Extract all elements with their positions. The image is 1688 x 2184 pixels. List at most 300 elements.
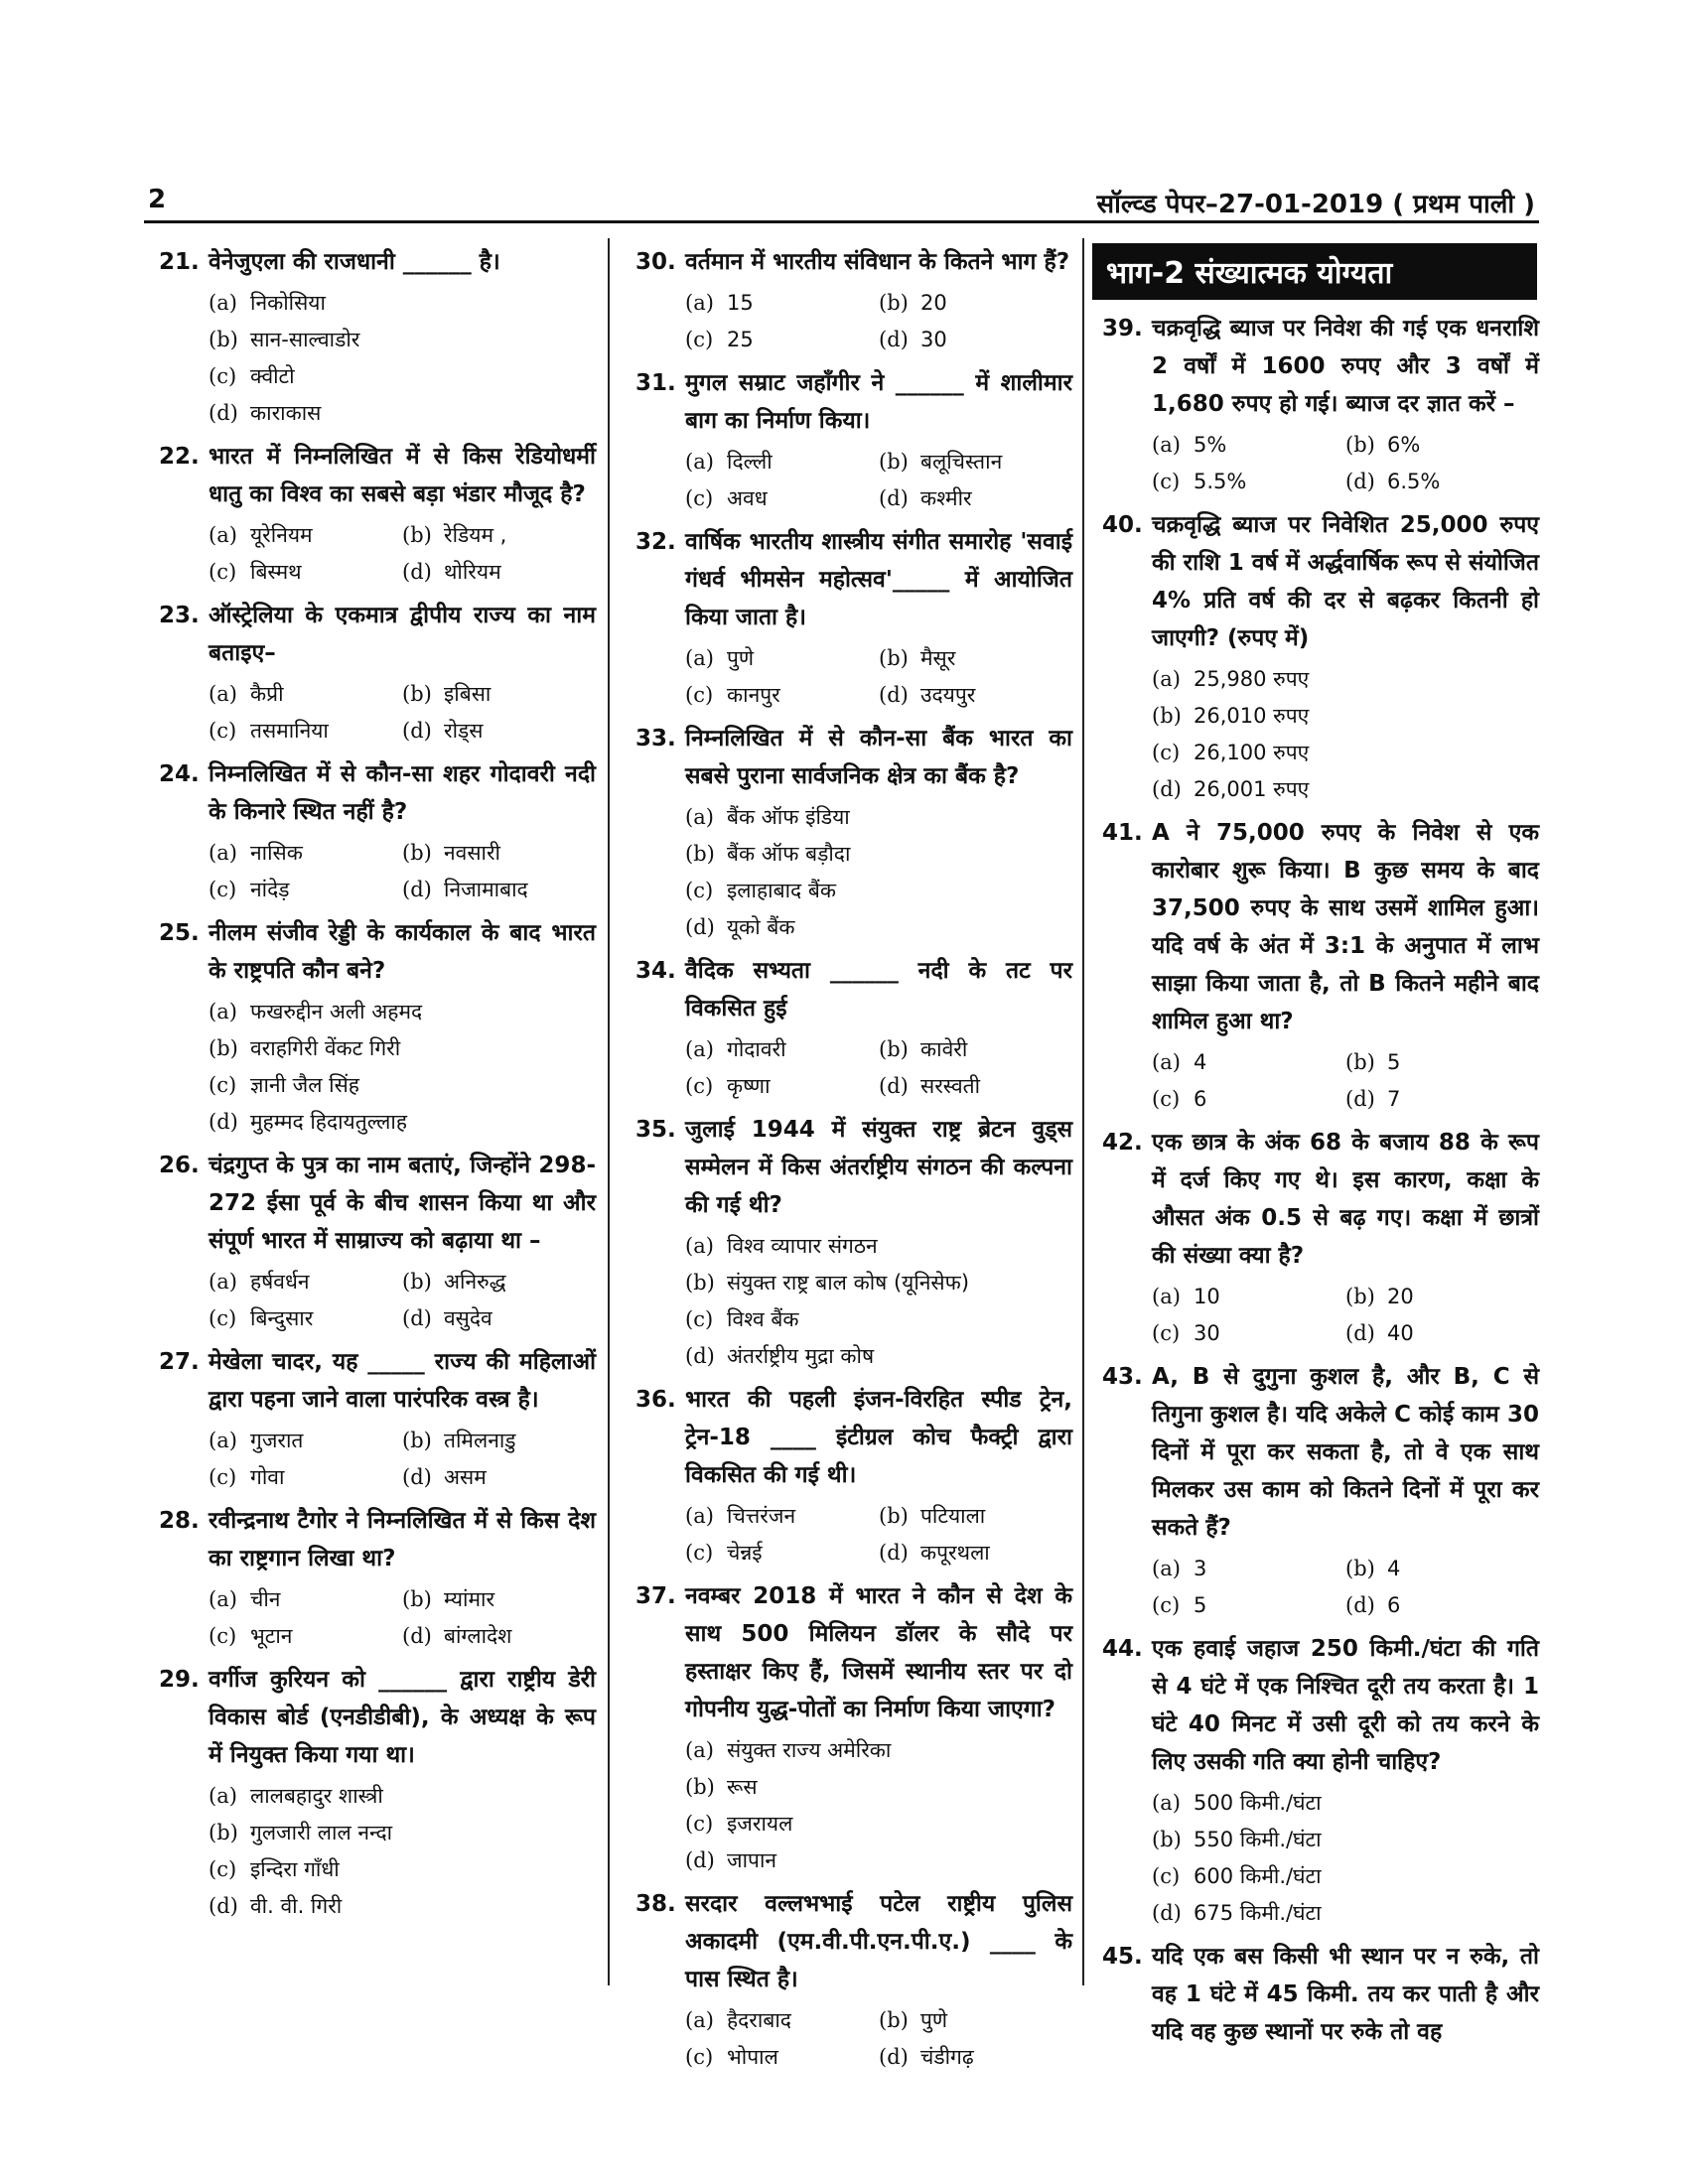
question-number: 43.	[1102, 1364, 1143, 1390]
option-text: 25,980 रुपए	[1194, 667, 1310, 691]
option-label: (d)	[209, 1110, 238, 1134]
question-item	[1102, 1358, 1539, 1624]
question-number: 23.	[159, 603, 200, 628]
question-text: वेनेजुएला की राजधानी ______ है।	[209, 249, 500, 275]
option-label: (a)	[209, 291, 237, 315]
answer-option	[879, 444, 1072, 480]
option-text: 600 किमी./घंटा	[1194, 1864, 1322, 1888]
option-text: म्यांमार	[444, 1587, 495, 1611]
question-item	[635, 364, 1072, 517]
question-number: 34.	[635, 958, 676, 984]
option-text: वी. वी. गिरी	[250, 1894, 343, 1918]
option-text: वराहगिरी वेंकट गिरी	[250, 1036, 401, 1060]
answer-option	[685, 1732, 1072, 1769]
answer-option	[685, 480, 879, 517]
question-item	[635, 1577, 1072, 1879]
answer-option	[879, 1498, 1072, 1535]
option-label: (c)	[685, 486, 714, 510]
option-text: चंडीगढ़	[920, 2045, 974, 2069]
option-label: (a)	[685, 1037, 714, 1061]
option-label: (c)	[209, 1465, 237, 1489]
answer-option	[1345, 464, 1539, 500]
option-text: 6%	[1387, 433, 1421, 457]
option-text: रूस	[727, 1775, 758, 1799]
option-label: (a)	[209, 682, 237, 706]
column-divider	[1082, 238, 1084, 1985]
question-item	[1102, 1938, 1539, 2051]
answer-option	[879, 2039, 1072, 2076]
option-text: दिल्ली	[727, 450, 773, 474]
option-text: 5%	[1194, 433, 1227, 457]
answer-option	[402, 713, 596, 750]
answer-option	[209, 1618, 402, 1655]
option-label: (a)	[209, 1587, 237, 1611]
option-text: कश्मीर	[920, 486, 972, 510]
question-number: 37.	[635, 1583, 676, 1609]
option-text: हैदराबाद	[727, 2008, 791, 2032]
option-text: जापान	[727, 1848, 777, 1872]
question-number: 31.	[635, 370, 676, 396]
answer-option	[402, 835, 596, 872]
option-label: (a)	[209, 1429, 237, 1452]
answer-option	[209, 1851, 596, 1888]
answer-option	[209, 676, 402, 713]
question-number: 22.	[159, 444, 200, 470]
answer-option	[1152, 1081, 1345, 1118]
option-list	[685, 444, 1072, 517]
option-text: 30	[920, 328, 947, 351]
option-label: (d)	[402, 1306, 432, 1330]
question-number: 27.	[159, 1349, 200, 1375]
option-text: चेन्नई	[727, 1541, 763, 1565]
answer-option	[1152, 1587, 1345, 1624]
option-label: (b)	[879, 2008, 909, 2032]
option-label: (d)	[402, 1465, 432, 1489]
option-label: (a)	[685, 1504, 714, 1528]
option-text: कावेरी	[920, 1037, 968, 1061]
option-list	[209, 835, 596, 908]
question-item	[159, 243, 596, 432]
answer-option	[1152, 1315, 1345, 1352]
answer-option	[1152, 735, 1539, 771]
answer-option	[879, 1031, 1072, 1068]
answer-option	[879, 1068, 1072, 1105]
question-number: 33.	[635, 726, 676, 751]
answer-option	[1152, 1279, 1345, 1315]
answer-option	[1152, 1044, 1345, 1081]
question-text: यदि एक बस किसी भी स्थान पर न रुके, तो वह 1 घंटे में 45 किमी. तय कर पाती है और यदि वह कुछ स्थानों पर रुके तो वह	[1152, 1944, 1539, 2045]
question-number: 40.	[1102, 512, 1143, 538]
option-label: (c)	[209, 1624, 237, 1648]
option-text: संयुक्त राज्य अमेरिका	[727, 1738, 892, 1762]
answer-option	[685, 444, 879, 480]
option-text: 10	[1194, 1285, 1220, 1308]
answer-option	[685, 285, 879, 322]
question-text: चंद्रगुप्त के पुत्र का नाम बताएं, जिन्होंने 298-272 ईसा पूर्व के बीच शासन किया था और संपूर्ण भारत में साम्राज्य को बढ़ाया था –	[209, 1153, 596, 1254]
answer-option	[685, 1498, 879, 1535]
option-text: 20	[920, 291, 947, 315]
option-text: बिन्दुसार	[250, 1306, 314, 1330]
option-text: कैप्री	[250, 682, 284, 706]
option-label: (c)	[1152, 1593, 1181, 1617]
option-label: (b)	[879, 450, 909, 474]
answer-option	[209, 1459, 402, 1496]
option-label: (d)	[1152, 1901, 1182, 1925]
option-text: 5	[1194, 1593, 1207, 1617]
answer-option	[209, 517, 402, 554]
option-label: (c)	[685, 1812, 714, 1836]
answer-option	[402, 1581, 596, 1618]
option-label: (a)	[685, 291, 714, 315]
question-item	[635, 1381, 1072, 1571]
option-label: (c)	[685, 683, 714, 707]
answer-option	[1152, 661, 1539, 698]
option-text: यूको बैंक	[727, 915, 795, 939]
answer-option	[685, 677, 879, 714]
option-label: (a)	[1152, 1050, 1181, 1074]
option-text: 20	[1387, 1285, 1414, 1308]
answer-option	[1345, 1081, 1539, 1118]
question-number: 26.	[159, 1153, 200, 1178]
answer-option	[402, 1423, 596, 1459]
option-label: (b)	[209, 1821, 238, 1844]
question-item	[635, 1885, 1072, 2076]
answer-option	[685, 1265, 1072, 1301]
running-title: सॉल्व्ड पेपर–27-01-2019 ( प्रथम पाली )	[1096, 190, 1535, 219]
question-text: निम्नलिखित में से कौन-सा बैंक भारत का सबसे पुराना सार्वजनिक क्षेत्र का बैंक है?	[685, 726, 1072, 789]
option-label: (c)	[1152, 1864, 1181, 1888]
option-text: अंतर्राष्ट्रीय मुद्रा कोष	[727, 1344, 875, 1368]
question-text: ऑस्ट्रेलिया के एकमात्र द्वीपीय राज्य का नाम बताइए–	[209, 603, 596, 666]
answer-option	[209, 1815, 596, 1851]
answer-option	[685, 2039, 879, 2076]
option-text: नासिक	[250, 841, 303, 865]
question-item	[1102, 310, 1539, 500]
option-list	[685, 285, 1072, 358]
option-label: (b)	[209, 1036, 238, 1060]
question-item	[1102, 1630, 1539, 1932]
option-label: (c)	[209, 1306, 237, 1330]
option-label: (b)	[685, 1271, 715, 1295]
page-header	[144, 181, 1539, 223]
option-list	[209, 1778, 596, 1925]
answer-option	[402, 1300, 596, 1337]
answer-option	[402, 517, 596, 554]
question-item	[159, 438, 596, 591]
option-text: काराकास	[250, 401, 322, 425]
question-text: वर्तमान में भारतीय संविधान के कितने भाग हैं?	[685, 249, 1070, 275]
option-label: (c)	[1152, 741, 1181, 764]
question-column-3	[1102, 243, 1539, 2055]
answer-option	[1152, 1858, 1539, 1895]
option-text: अनिरुद्ध	[444, 1270, 506, 1294]
option-label: (b)	[1152, 704, 1182, 728]
option-list	[209, 676, 596, 750]
answer-option	[209, 285, 596, 322]
option-text: रोड्स	[444, 719, 484, 743]
option-text: कृष्णा	[727, 1074, 771, 1098]
option-label: (a)	[685, 450, 714, 474]
question-number: 44.	[1102, 1636, 1143, 1662]
answer-option	[879, 1535, 1072, 1571]
question-item	[1102, 814, 1539, 1118]
option-label: (a)	[1152, 1557, 1181, 1580]
answer-option	[1152, 1785, 1539, 1822]
option-text: सरस्वती	[920, 1074, 981, 1098]
option-label: (a)	[1152, 433, 1181, 457]
option-label: (c)	[1152, 470, 1181, 493]
option-text: 5.5%	[1194, 470, 1247, 493]
answer-option	[1152, 771, 1539, 808]
question-item	[159, 1147, 596, 1337]
answer-option	[685, 1843, 1072, 1879]
option-label: (b)	[879, 291, 909, 315]
answer-option	[685, 1535, 879, 1571]
answer-option	[1345, 427, 1539, 464]
option-text: 675 किमी./घंटा	[1194, 1901, 1322, 1925]
answer-option	[685, 1338, 1072, 1375]
option-label: (d)	[402, 560, 432, 584]
answer-option	[685, 1068, 879, 1105]
option-text: 25	[727, 328, 754, 351]
option-label: (b)	[685, 1775, 715, 1799]
option-text: चीन	[250, 1587, 281, 1611]
option-label: (b)	[685, 842, 715, 866]
answer-option	[685, 640, 879, 677]
option-text: चित्तरंजन	[727, 1504, 796, 1528]
option-text: मैसूर	[920, 646, 956, 670]
option-text: 6.5%	[1387, 470, 1441, 493]
option-text: 6	[1194, 1087, 1207, 1111]
answer-option	[1152, 464, 1345, 500]
answer-option	[402, 1459, 596, 1496]
answer-option	[685, 1769, 1072, 1806]
question-text: निम्नलिखित में से कौन-सा शहर गोदावरी नदी के किनारे स्थित नहीं है?	[209, 761, 596, 825]
question-number: 21.	[159, 249, 200, 275]
option-label: (a)	[209, 1784, 237, 1808]
answer-option	[685, 1301, 1072, 1338]
answer-option	[1152, 1822, 1539, 1858]
option-label: (d)	[879, 1074, 909, 1098]
question-text: एक छात्र के अंक 68 के बजाय 88 के रूप में दर्ज किए गए थे। इस कारण, कक्षा के औसत अंक 0.5 से बढ़ गए। कक्षा में छात्रों की संख्या क्या है?	[1152, 1130, 1539, 1269]
option-label: (a)	[685, 1738, 714, 1762]
option-text: फखरुद्दीन अली अहमद	[250, 1000, 423, 1024]
question-number: 35.	[635, 1117, 676, 1143]
answer-option	[209, 395, 596, 432]
option-text: थोरियम	[444, 560, 501, 584]
option-label: (a)	[685, 2008, 714, 2032]
option-text: वसुदेव	[444, 1306, 492, 1330]
question-number: 32.	[635, 529, 676, 555]
answer-option	[209, 994, 596, 1030]
option-label: (d)	[685, 1344, 715, 1368]
option-text: 40	[1387, 1321, 1414, 1345]
option-label: (a)	[685, 805, 714, 829]
option-text: 500 किमी./घंटा	[1194, 1791, 1322, 1815]
answer-option	[209, 1778, 596, 1815]
answer-option	[685, 2002, 879, 2039]
option-list	[685, 1228, 1072, 1375]
question-text: वैदिक सभ्यता ______ नदी के तट पर विकसित हुई	[685, 958, 1072, 1022]
question-item	[159, 914, 596, 1141]
option-label: (c)	[209, 878, 237, 901]
question-text: चक्रवृद्धि ब्याज पर निवेशित 25,000 रुपए की राशि 1 वर्ष में अर्द्धवार्षिक रूप से संयोजित 4% प्रति वर्ष की दर से बढ़कर कितनी हो जाएगी? (रुपए में)	[1152, 512, 1539, 651]
answer-option	[879, 640, 1072, 677]
option-text: मुहम्मद हिदायतुल्लाह	[250, 1110, 408, 1134]
option-label: (c)	[209, 719, 237, 743]
option-list	[209, 994, 596, 1141]
answer-option	[685, 836, 1072, 873]
option-label: (d)	[1345, 1593, 1375, 1617]
option-label: (d)	[402, 878, 432, 901]
question-text: वर्गीज कुरियन को ______ द्वारा राष्ट्रीय डेरी विकास बोर्ड (एनडीडीबी), के अध्यक्ष के रूप में नियुक्त किया गया था।	[209, 1667, 596, 1768]
option-label: (c)	[685, 1307, 714, 1331]
answer-option	[209, 1030, 596, 1067]
option-text: क्वीटो	[250, 364, 295, 388]
option-text: निकोसिया	[250, 291, 326, 315]
option-text: लालबहादुर शास्त्री	[250, 1784, 383, 1808]
option-text: विश्व व्यापार संगठन	[727, 1234, 878, 1258]
answer-option	[209, 872, 402, 908]
option-text: असम	[444, 1465, 487, 1489]
option-label: (c)	[1152, 1321, 1181, 1345]
option-label: (b)	[402, 1587, 432, 1611]
option-label: (a)	[1152, 1791, 1181, 1815]
question-number: 25.	[159, 920, 200, 946]
question-item	[635, 243, 1072, 358]
option-text: सान-साल्वाडोर	[250, 328, 360, 351]
option-text: तमिलनाडु	[444, 1429, 516, 1452]
option-label: (b)	[1345, 1050, 1375, 1074]
option-list	[1152, 1551, 1539, 1624]
option-list	[685, 1498, 1072, 1571]
option-label: (d)	[879, 1541, 909, 1565]
answer-option	[685, 1806, 1072, 1843]
question-item	[159, 597, 596, 750]
question-text: A, B से दुगुना कुशल है, और B, C से तिगुना कुशल है। यदि अकेले C कोई काम 30 दिनों में पूरा कर सकता है, तो वे एक साथ मिलकर उस काम को कितने दिनों में पूरा कर सकते हैं?	[1152, 1364, 1539, 1541]
option-text: गुलजारी लाल नन्दा	[250, 1821, 393, 1844]
page-number: 2	[148, 185, 167, 214]
option-label: (d)	[1345, 470, 1375, 493]
option-text: नांदेड़	[250, 878, 290, 901]
option-text: 6	[1387, 1593, 1401, 1617]
question-number: 24.	[159, 761, 200, 787]
option-label: (c)	[685, 2045, 714, 2069]
answer-option	[209, 554, 402, 591]
option-label: (a)	[1152, 667, 1181, 691]
question-number: 38.	[635, 1891, 676, 1917]
option-label: (c)	[685, 328, 714, 351]
option-label: (a)	[209, 1270, 237, 1294]
answer-option	[209, 1423, 402, 1459]
answer-option	[402, 554, 596, 591]
option-list	[1152, 1785, 1539, 1932]
option-label: (b)	[402, 841, 432, 865]
question-text: चक्रवृद्धि ब्याज पर निवेश की गई एक धनराशि 2 वर्षों में 1600 रुपए और 3 वर्षों में 1,680 रुपए हो गई। ब्याज दर ज्ञात करें –	[1152, 316, 1539, 417]
option-text: गोवा	[250, 1465, 285, 1489]
option-label: (b)	[1345, 1557, 1375, 1580]
option-label: (c)	[685, 879, 714, 902]
option-label: (d)	[1152, 777, 1182, 801]
option-text: कानपुर	[727, 683, 780, 707]
option-label: (a)	[209, 841, 237, 865]
answer-option	[1152, 698, 1539, 735]
option-text: पुणे	[727, 646, 755, 670]
question-item	[159, 1343, 596, 1496]
question-text: A ने 75,000 रुपए के निवेश से एक कारोबार शुरू किया। B कुछ समय के बाद 37,500 रुपए के साथ उसमें शामिल हुआ। यदि वर्ष के अंत में 3:1 के अनुपात में लाभ साझा किया जाता है, तो B कितने महीने बाद शामिल हुआ था?	[1152, 820, 1539, 1034]
answer-option	[209, 322, 596, 358]
option-text: पटियाला	[920, 1504, 986, 1528]
option-label: (b)	[1345, 1285, 1375, 1308]
option-label: (d)	[209, 1894, 238, 1918]
option-text: 3	[1194, 1557, 1207, 1580]
option-label: (c)	[209, 1073, 237, 1097]
option-text: 26,001 रुपए	[1194, 777, 1310, 801]
question-item	[1102, 506, 1539, 808]
question-text: रवीन्द्रनाथ टैगोर ने निम्नलिखित में से किस देश का राष्ट्रगान लिखा था?	[209, 1508, 596, 1571]
answer-option	[879, 322, 1072, 358]
option-label: (b)	[1152, 1828, 1182, 1851]
option-text: हर्षवर्धन	[250, 1270, 310, 1294]
column-divider	[608, 238, 610, 1985]
answer-option	[209, 1264, 402, 1300]
option-label: (b)	[879, 1037, 909, 1061]
answer-option	[685, 909, 1072, 946]
option-text: बैंक ऑफ बड़ौदा	[727, 842, 851, 866]
option-text: रेडियम ,	[444, 523, 507, 547]
question-item	[1102, 1124, 1539, 1352]
option-label: (b)	[402, 523, 432, 547]
question-text: एक हवाई जहाज 250 किमी./घंटा की गति से 4 घंटे में एक निश्चित दूरी तय करता है। 1 घंटे 40 मिनट में उसी दूरी को तय करने के लिए उसकी गति क्या होनी चाहिए?	[1152, 1636, 1539, 1775]
option-label: (a)	[209, 523, 237, 547]
option-text: 5	[1387, 1050, 1401, 1074]
option-text: 26,100 रुपए	[1194, 741, 1310, 764]
question-number: 30.	[635, 249, 676, 275]
answer-option	[1345, 1315, 1539, 1352]
question-text: भारत में निम्नलिखित में से किस रेडियोधर्मी धातु का विश्व का सबसे बड़ा भंडार मौजूद है?	[209, 444, 596, 507]
answer-option	[1345, 1587, 1539, 1624]
option-text: संयुक्त राष्ट्र बाल कोष (यूनिसेफ)	[727, 1271, 970, 1295]
option-label: (d)	[879, 2045, 909, 2069]
question-number: 42.	[1102, 1130, 1143, 1156]
answer-option	[402, 1264, 596, 1300]
option-text: 7	[1387, 1087, 1401, 1111]
option-text: इबिसा	[444, 682, 492, 706]
answer-option	[1152, 1895, 1539, 1932]
question-item	[159, 1661, 596, 1925]
answer-option	[209, 713, 402, 750]
option-text: 550 किमी./घंटा	[1194, 1828, 1322, 1851]
answer-option	[879, 677, 1072, 714]
question-text: नवम्बर 2018 में भारत ने कौन से देश के साथ 500 मिलियन डॉलर के सौदे पर हस्ताक्षर किए हैं, जिसमें स्थानीय स्तर पर दो गोपनीय युद्ध-पोतों का निर्माण किया जाएगा?	[685, 1583, 1072, 1722]
option-label: (d)	[879, 486, 909, 510]
question-text: भारत की पहली इंजन-विरहित स्पीड ट्रेन, ट्रेन-18 ____ इंटीग्रल कोच फैक्ट्री द्वारा विकसित की गई थी।	[685, 1387, 1072, 1488]
answer-option	[1152, 1551, 1345, 1587]
option-text: 26,010 रुपए	[1194, 704, 1310, 728]
answer-option	[685, 1031, 879, 1068]
question-column-1	[159, 243, 596, 1931]
answer-option	[685, 1228, 1072, 1265]
option-label: (d)	[879, 683, 909, 707]
option-label: (d)	[879, 328, 909, 351]
option-text: इलाहाबाद बैंक	[727, 879, 836, 902]
option-text: अवध	[727, 486, 768, 510]
option-label: (b)	[879, 646, 909, 670]
answer-option	[402, 1618, 596, 1655]
option-label: (d)	[685, 1848, 715, 1872]
answer-option	[209, 1888, 596, 1925]
option-text: तसमानिया	[250, 719, 329, 743]
